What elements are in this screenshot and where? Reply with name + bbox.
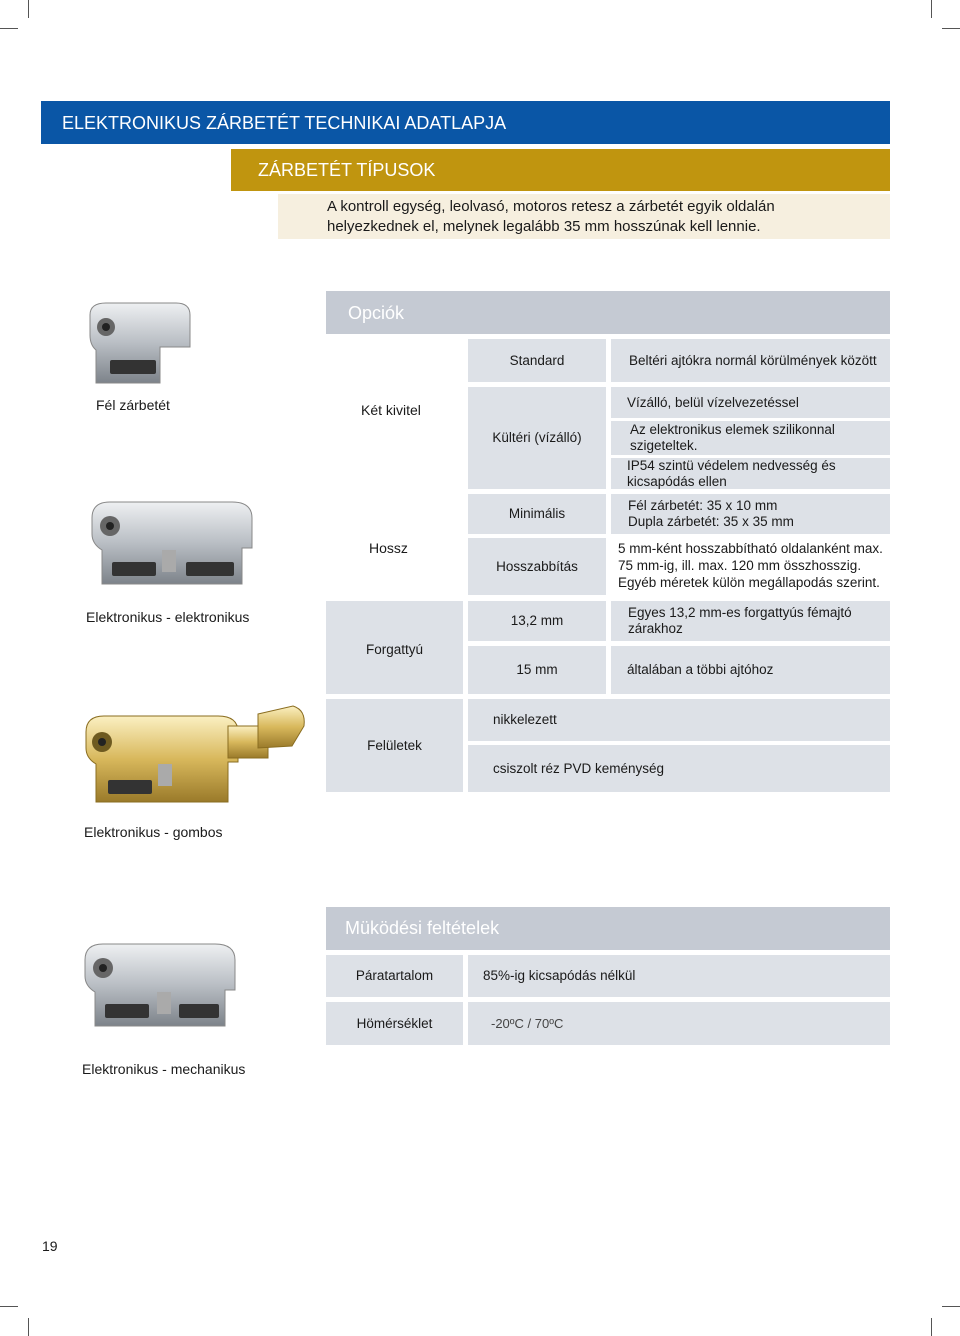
csiszolt-cell: [468, 745, 890, 792]
forgattyu-label: Forgattyú: [365, 641, 424, 657]
minimalis-desc-2: Dupla zárbetét: 35 x 35 mm: [628, 514, 794, 529]
standard-cell: [468, 339, 606, 382]
caption-elektronikus-mechanikus: Elektronikus - mechanikus: [82, 1061, 246, 1077]
standard-desc: Beltéri ajtókra normál körülmények között: [629, 352, 877, 368]
f13-label: 13,2 mm: [510, 613, 564, 628]
intro-line-1: A kontroll egység, leolvasó, motoros retesz a zárbetét egyik oldalán: [327, 198, 775, 215]
paratartalom-value-cell: [468, 955, 890, 997]
kulteri-cell: [468, 387, 606, 489]
f13-cell: [468, 601, 606, 641]
minimalis-desc-1: Fél zárbetét: 35 x 10 mm: [628, 498, 778, 513]
paratartalom-cell: [326, 955, 463, 997]
crop-mark: [28, 1318, 29, 1336]
caption-fel-zarbetet: Fél zárbetét: [96, 397, 170, 413]
kulteri-desc-3b: kicsapódás ellen: [627, 474, 727, 489]
f15-desc-cell: [611, 646, 890, 694]
ket-kivitel-label: Két kivitel: [361, 402, 421, 418]
minimalis-cell: [468, 494, 606, 534]
kulteri-label: Kültéri (vízálló): [492, 430, 582, 445]
crop-mark: [942, 1306, 960, 1307]
standard-desc-cell: [611, 339, 890, 382]
hosszabbitas-desc-1: 5 mm-ként hosszabbítható oldalanként max.: [618, 541, 883, 556]
homerseklet-value: -20ºC / 70ºC: [491, 1015, 564, 1031]
caption-elektronikus-elektronikus: Elektronikus - elektronikus: [86, 609, 250, 625]
homerseklet-label: Hömérséklet: [356, 1015, 433, 1031]
paratartalom-label: Páratartalom: [355, 968, 434, 983]
double-cylinder-photo: [82, 488, 272, 598]
hosszabbitas-cell: [468, 538, 606, 595]
nikkelezett-cell: [468, 699, 890, 741]
kulteri-desc-2b: szigeteltek.: [630, 438, 698, 453]
minimalis-label: Minimális: [508, 506, 566, 521]
hosszabbitas-label: Hosszabbítás: [496, 558, 578, 574]
crop-mark: [28, 0, 29, 18]
mechanical-cylinder-photo: [75, 930, 265, 1040]
conditions-header: Müködési feltételek: [326, 907, 890, 950]
intro-text: [278, 194, 890, 239]
paratartalom-value: 85%-ig kicsapódás nélkül: [483, 968, 636, 983]
kulteri-desc-1-cell: [611, 387, 890, 418]
crop-mark: [0, 28, 18, 29]
thumbturn-cylinder-photo: [78, 700, 318, 815]
kulteri-desc-2a: Az elektronikus elemek szilikonnal: [630, 422, 835, 437]
caption-elektronikus-gombos: Elektronikus - gombos: [84, 824, 223, 840]
kulteri-desc-1: Vízálló, belül vízelvezetéssel: [627, 394, 799, 410]
nikkelezett-label: nikkelezett: [493, 712, 557, 727]
options-header: Opciók: [326, 291, 890, 334]
f15-desc: általában a többi ajtóhoz: [627, 662, 774, 677]
hosszabbitas-desc-cell: [611, 538, 890, 595]
f13-desc-1: Egyes 13,2 mm-es forgattyús fémajtó: [628, 605, 852, 620]
f15-cell: [468, 646, 606, 694]
hosszabbitas-desc-3: Egyéb méretek külön megállapodás szerint.: [618, 575, 880, 590]
crop-mark: [931, 0, 932, 18]
feluletek-cell: [326, 699, 463, 792]
csiszolt-label: csiszolt réz PVD keménység: [493, 760, 665, 776]
document-title: ELEKTRONIKUS ZÁRBETÉT TECHNIKAI ADATLAPJA: [41, 101, 890, 144]
intro-line-2: helyezkednek el, melynek legalább 35 mm hosszúnak kell lennie.: [327, 218, 761, 235]
crop-mark: [942, 28, 960, 29]
kulteri-desc-2-cell: [611, 421, 890, 455]
half-cylinder-photo: [80, 295, 220, 395]
page-number: 19: [42, 1238, 58, 1254]
standard-label: Standard: [509, 352, 565, 368]
kulteri-desc-3-cell: [611, 458, 890, 489]
hosszabbitas-desc-2: 75 mm-ig, ill. max. 120 mm összhosszig.: [618, 558, 862, 573]
feluletek-label: Felületek: [367, 737, 422, 753]
crop-mark: [0, 1306, 18, 1307]
kulteri-desc-3a: IP54 szintü védelem nedvesség és: [627, 458, 836, 473]
homerseklet-value-cell: [468, 1002, 890, 1045]
f15-label: 15 mm: [516, 662, 558, 677]
homerseklet-cell: [326, 1002, 463, 1045]
section-title: ZÁRBETÉT TÍPUSOK: [231, 149, 890, 191]
crop-mark: [931, 1318, 932, 1336]
f13-desc-cell: [611, 601, 890, 641]
f13-desc-2: zárakhoz: [628, 621, 683, 636]
forgattyu-cell: [326, 601, 463, 694]
hossz-label: Hossz: [369, 540, 408, 556]
minimalis-desc-cell: [611, 494, 890, 534]
